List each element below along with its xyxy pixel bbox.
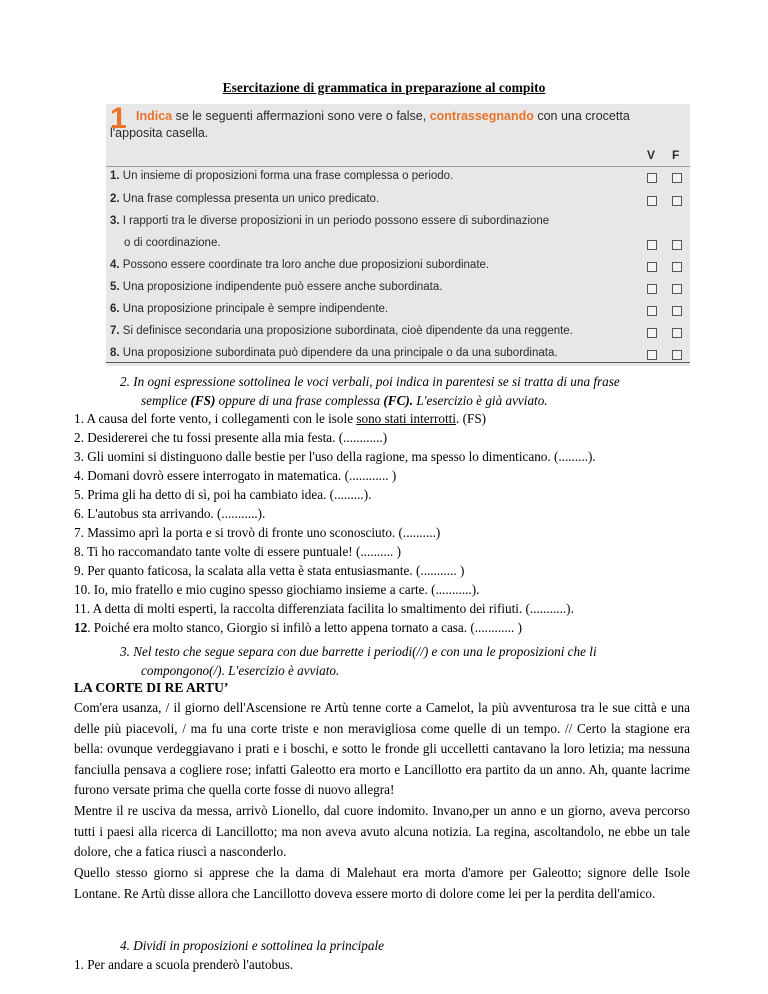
- statement-1: 1. Un insieme di proposizioni forma una frase complessa o periodo.: [110, 170, 454, 182]
- exercise-2-item-1: 1. A causa del forte vento, i collegamenti con le isole sono stati interrotti. (FS): [74, 411, 487, 426]
- checkbox-1-true[interactable]: [647, 173, 657, 183]
- exercise-2-item-10: 10. Io, mio fratello e mio cugino spesso giochiamo insieme a carte. (...........).: [74, 582, 480, 597]
- exercise-2-item-5: 5. Prima gli ha detto di sì, poi ha cambiato idea. (.........).: [74, 487, 372, 502]
- exercise-2-item-6: 6. L'autobus sta arrivando. (...........).: [74, 506, 266, 521]
- statement-2: 2. Una frase complessa presenta un unico predicato.: [110, 193, 380, 205]
- checkbox-2-false[interactable]: [672, 196, 682, 206]
- statement-5: 5. Una proposizione indipendente può essere anche subordinata.: [110, 281, 443, 293]
- checkbox-2-true[interactable]: [647, 196, 657, 206]
- statement-8: 8. Una proposizione subordinata può dipendere da una principale o da una subordinata.: [110, 347, 558, 359]
- checkbox-4-false[interactable]: [672, 262, 682, 272]
- exercise-2-instruction: 2. In ogni espressione sottolinea le voci verbali, poi indica in parentesi se si tratta di una frase: [120, 374, 620, 389]
- statement-4: 4. Possono essere coordinate tra loro anche due proposizioni subordinate.: [110, 259, 490, 271]
- checkbox-3-false[interactable]: [672, 240, 682, 250]
- exercise-2-item-8: 8. Ti ho raccomandato tante volte di essere puntuale! (.......... ): [74, 544, 402, 559]
- exercise-2-item-3: 3. Gli uomini si distinguono dalle bestie per l'uso della ragione, ma spesso lo dimenticano. (.........).: [74, 449, 596, 464]
- story-title: LA CORTE DI RE ARTU’: [74, 680, 229, 695]
- column-true-header: V: [647, 148, 656, 162]
- statement-3-continuation: o di coordinazione.: [124, 237, 221, 249]
- exercise-2-item-9: 9. Per quanto faticosa, la scalata alla vetta è stata entusiasmante. (........... ): [74, 563, 465, 578]
- exercise-4-instruction: 4. Dividi in proposizioni e sottolinea la principale: [120, 938, 384, 953]
- exercise-4-item-1: 1. Per andare a scuola prenderò l'autobus.: [74, 957, 294, 972]
- exercise-2-item-4: 4. Domani dovrò essere interrogato in matematica. (............ ): [74, 468, 397, 483]
- story-paragraph-3: Quello stesso giorno si apprese che la dama di Malehaut era morta d'amore per Galeotto; signore delle Isole Lontane. Re Artù disse allora che Lancillotto doveva essere morto di dolore come lei per la perdita dell'amico.: [74, 865, 690, 901]
- checkbox-4-true[interactable]: [647, 262, 657, 272]
- checkbox-8-true[interactable]: [647, 350, 657, 360]
- checkbox-6-false[interactable]: [672, 306, 682, 316]
- checkbox-7-false[interactable]: [672, 328, 682, 338]
- exercise-1-instruction: Indica se le seguenti affermazioni sono vere o false, contrassegnando con una crocetta l'apposita casella.: [110, 109, 630, 140]
- exercise-2-item-12: 12. Poiché era molto stanco, Giorgio si infilò a letto appena tornato a casa. (............ ): [74, 620, 523, 635]
- exercise-3-instruction: 3. Nel testo che segue separa con due barrette i periodi(//) e con una le proposizioni che li: [120, 644, 597, 659]
- page-title: Esercitazione di grammatica in preparazione al compito: [222, 80, 546, 95]
- exercise-2-item-11: 11. A detta di molti esperti, la raccolta differenziata facilita lo smaltimento dei rifiuti. (...........).: [74, 601, 574, 616]
- exercise-3-instruction-line2: compongono(/). L'esercizio è avviato.: [141, 663, 340, 678]
- statement-6: 6. Una proposizione principale è sempre indipendente.: [110, 303, 389, 315]
- checkbox-7-true[interactable]: [647, 328, 657, 338]
- checkbox-5-false[interactable]: [672, 284, 682, 294]
- story-paragraph-2: Mentre il re usciva da messa, arrivò Lionello, dal cuore indomito. Invano,per un anno e un giorno, aveva percorso tutti i paesi alla ricerca di Lancillotto; ma non aveva avuto alcuna notizia. La regina, ascoltandolo, ne ebbe un tale dolore, che a fatica riuscì a nasconderlo.: [74, 803, 690, 859]
- checkbox-5-true[interactable]: [647, 284, 657, 294]
- story-paragraph-1: Com'era usanza, / il giorno dell'Ascensione re Artù tenne corte a Camelot, la più avventurosa tra le sue città e una delle più piacevoli, / ma fu una corte triste e non meravigliosa come quelle di un tempo. // Certo la stagione era bella: ovunque verdeggiavano i prati e i boschi, e sotto le fronde gli uccelletti cantavano la loro letizia; ma nessuna fanciulla pensava a cogliere rose; infatti Galeotto era morto e Lancillotto era partito da un anno. Ah, quante lacrime furono versate prima che quella corte fosse di nuovo allegra!: [74, 700, 690, 797]
- column-false-header: F: [672, 148, 680, 162]
- exercise-2-item-7: 7. Massimo aprì la porta e si trovò di fronte uno sconosciuto. (..........): [74, 525, 441, 540]
- header-divider: [106, 166, 690, 167]
- checkbox-1-false[interactable]: [672, 173, 682, 183]
- exercise-2-instruction-line2: semplice (FS) oppure di una frase complessa (FC). L'esercizio è già avviato.: [141, 393, 548, 408]
- exercise-2-item-2: 2. Desidererei che tu fossi presente alla mia festa. (............): [74, 430, 388, 445]
- checkbox-8-false[interactable]: [672, 350, 682, 360]
- checkbox-6-true[interactable]: [647, 306, 657, 316]
- exercise-1-number: 1: [110, 102, 127, 135]
- statement-7: 7. Si definisce secondaria una proposizione subordinata, cioè dipendente da una reggente.: [110, 325, 573, 337]
- checkbox-3-true[interactable]: [647, 240, 657, 250]
- statement-3: 3. I rapporti tra le diverse proposizioni in un periodo possono essere di subordinazione: [110, 215, 550, 227]
- box-bottom-border: [106, 362, 690, 363]
- exercise-1-box: [106, 104, 690, 366]
